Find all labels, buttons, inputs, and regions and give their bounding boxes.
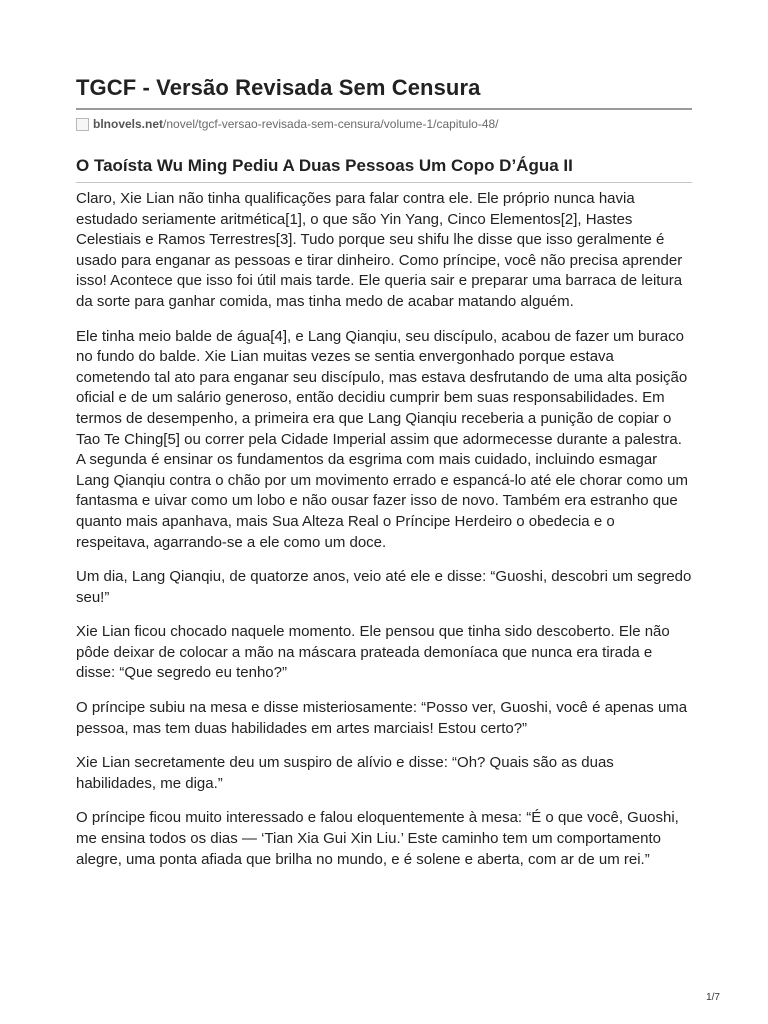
paragraph: O príncipe ficou muito interessado e falou eloquentemente à mesa: “É o que você, Guoshi, me ensina todos os dias — ‘Tian Xia Gui Xin Liu.’ Este caminho tem um comportamento alegre, uma ponta afiada que brilha no mundo, e é solene e aberta, com ar de um rei.” [76,809,679,868]
chapter-title: O Taoísta Wu Ming Pediu A Duas Pessoas Um Copo D’Água II [76,156,573,175]
source-path[interactable]: /novel/tgcf-versao-revisada-sem-censura/volume-1/capitulo-48/ [163,117,499,131]
chapter-divider [76,182,692,183]
paragraph: O príncipe subiu na mesa e disse misteriosamente: “Posso ver, Guoshi, você é apenas uma pessoa, mas tem duas habilidades em artes marciais! Estou certo?” [76,699,688,737]
paragraph: Xie Lian ficou chocado naquele momento. Ele pensou que tinha sido descoberto. Ele não pôde deixar de colocar a mão na máscara prateada demoníaca que nunca era tirada e disse: “Que segredo eu tenho?” [76,623,670,682]
page-number: 1/7 [706,992,720,1003]
paragraph: Um dia, Lang Qianqiu, de quatorze anos, veio até ele e disse: “Guoshi, descobri um segredo seu!” [76,568,692,606]
source-domain[interactable]: blnovels.net [93,117,164,131]
source-url[interactable] [76,115,692,133]
title-divider [76,108,692,110]
document-title: TGCF - Versão Revisada Sem Censura [76,75,481,100]
paragraph: Xie Lian secretamente deu um suspiro de alívio e disse: “Oh? Quais são as duas habilidades, me diga.” [76,754,614,792]
paragraph: Ele tinha meio balde de água[4], e Lang Qianqiu, seu discípulo, acabou de fazer um buraco no fundo do balde. Xie Lian muitas vezes se sentia envergonhado porque estava cometendo tal ato para enganar seu discípulo, mas estava desfrutando de uma alta posição oficial e de um salário generoso, então decidiu cumprir bem suas responsabilidades. Em termos de desempenho, a primeira era que Lang Qianqiu receberia a punição de copiar o Tao Te Ching[5] ou correr pela Cidade Imperial assim que adormecesse durante a palestra. A segunda é ensinar os fundamentos da esgrima com mais cuidado, incluindo esmagar Lang Qianqiu contra o chão por um movimento errado e espancá-lo até ele chorar como um fantasma e uivar como um lobo e não ousar fazer isso de novo. Também era estranho que quanto mais apanhava, mais Sua Alteza Real o Príncipe Herdeiro o obedecia e o respeitava, agarrando-se a ele como um doce. [76,327,689,551]
paragraph: Claro, Xie Lian não tinha qualificações para falar contra ele. Ele próprio nunca havia estudado seriamente aritmética[1], o que são Yin Yang, Cinco Elementos[2], Hastes Celestiais e Ramos Terrestres[3]. Tudo porque seu shifu lhe disse que isso geralmente é usado para enganar as pessoas e tirar dinheiro. Como príncipe, você não precisa aprender isso! Acontece que isso foi útil mais tarde. Ele queria sair e preparar uma barraca de leitura da sorte para ganhar comida, mas tinha medo de acabar matando alguém. [76,190,683,310]
chapter-content [76,189,692,870]
document-page [76,0,692,884]
favicon-placeholder-icon [76,118,89,131]
